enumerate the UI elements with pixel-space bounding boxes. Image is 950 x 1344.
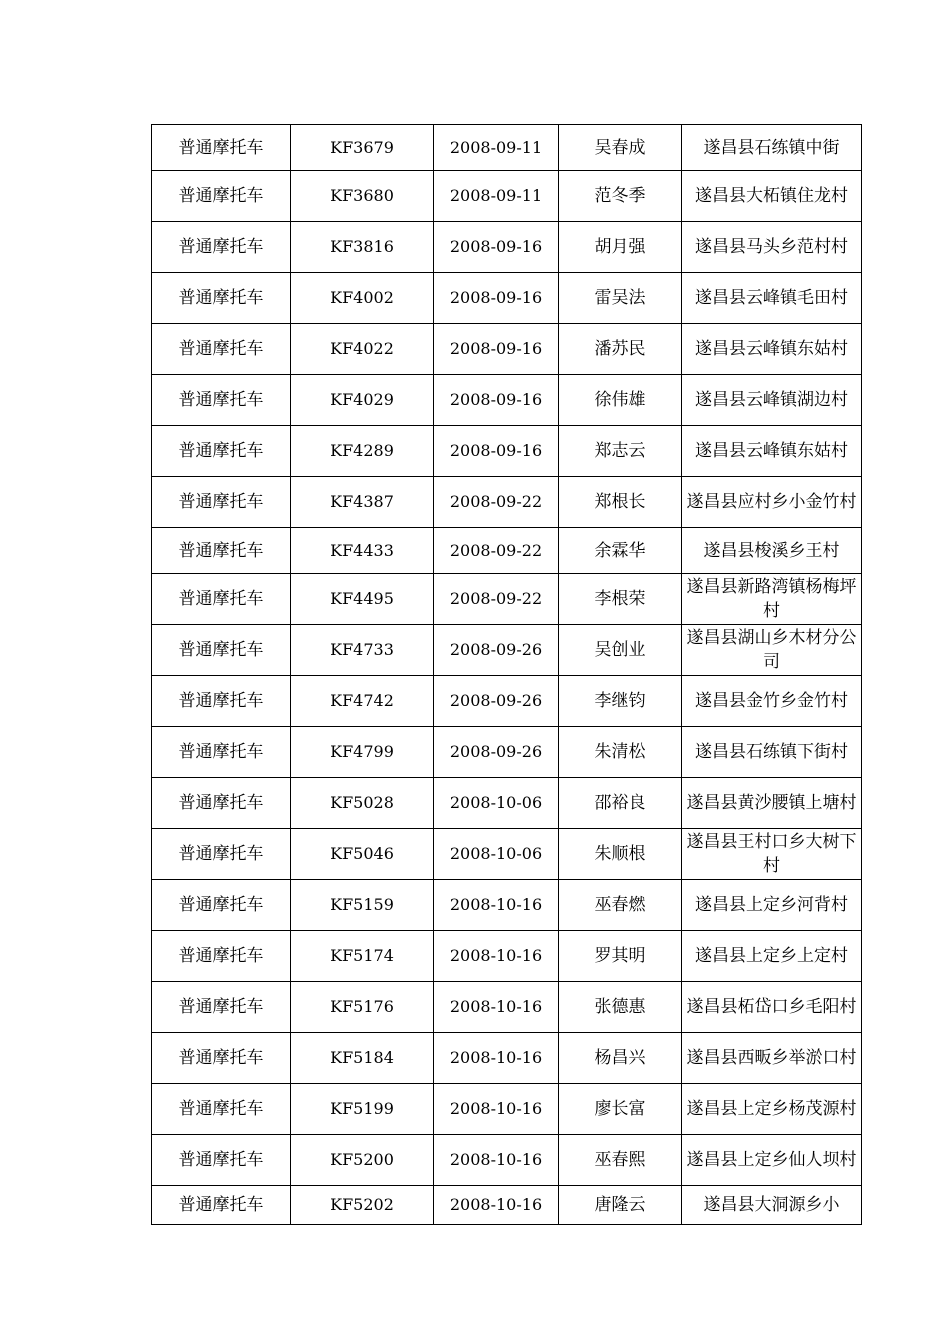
vehicle-type-cell: 普通摩托车 [152,273,291,324]
date-cell: 2008-10-06 [434,829,559,880]
address-cell: 遂昌县梭溪乡王村 [682,528,862,574]
owner-name-cell: 罗其明 [559,931,682,982]
vehicle-type-cell: 普通摩托车 [152,829,291,880]
table-row [152,676,862,727]
plate-number-cell: KF4742 [291,676,434,727]
plate-number-cell: KF4495 [291,574,434,625]
vehicle-type-cell: 普通摩托车 [152,727,291,778]
address-cell: 遂昌县湖山乡木材分公司 [682,625,862,676]
vehicle-type-cell: 普通摩托车 [152,222,291,273]
date-cell: 2008-09-16 [434,324,559,375]
plate-number-cell: KF4387 [291,477,434,528]
plate-number-cell: KF4002 [291,273,434,324]
table-row [152,1186,862,1225]
address-cell: 遂昌县西畈乡举淤口村 [682,1033,862,1084]
plate-number-cell: KF3680 [291,171,434,222]
table-row [152,1084,862,1135]
date-cell: 2008-09-22 [434,477,559,528]
vehicle-type-cell: 普通摩托车 [152,778,291,829]
date-cell: 2008-10-16 [434,1186,559,1225]
vehicle-type-cell: 普通摩托车 [152,477,291,528]
vehicle-type-cell: 普通摩托车 [152,375,291,426]
plate-number-cell: KF5184 [291,1033,434,1084]
date-cell: 2008-09-11 [434,125,559,171]
owner-name-cell: 范冬季 [559,171,682,222]
date-cell: 2008-10-16 [434,1084,559,1135]
vehicle-registration-table [151,124,862,1225]
owner-name-cell: 廖长富 [559,1084,682,1135]
vehicle-type-cell: 普通摩托车 [152,625,291,676]
owner-name-cell: 李继钧 [559,676,682,727]
address-cell: 遂昌县大柘镇住龙村 [682,171,862,222]
plate-number-cell: KF3816 [291,222,434,273]
owner-name-cell: 郑志云 [559,426,682,477]
address-cell: 遂昌县上定乡上定村 [682,931,862,982]
table-body [152,125,862,1225]
address-cell: 遂昌县上定乡杨茂源村 [682,1084,862,1135]
vehicle-type-cell: 普通摩托车 [152,880,291,931]
address-cell: 遂昌县云峰镇湖边村 [682,375,862,426]
owner-name-cell: 胡月强 [559,222,682,273]
table-row [152,778,862,829]
owner-name-cell: 余霖华 [559,528,682,574]
date-cell: 2008-09-16 [434,375,559,426]
vehicle-type-cell: 普通摩托车 [152,324,291,375]
owner-name-cell: 雷吴法 [559,273,682,324]
table-row [152,880,862,931]
vehicle-type-cell: 普通摩托车 [152,171,291,222]
table-row [152,125,862,171]
owner-name-cell: 吴创业 [559,625,682,676]
address-cell: 遂昌县金竹乡金竹村 [682,676,862,727]
vehicle-type-cell: 普通摩托车 [152,1135,291,1186]
address-cell: 遂昌县上定乡仙人坝村 [682,1135,862,1186]
vehicle-type-cell: 普通摩托车 [152,574,291,625]
address-cell: 遂昌县应村乡小金竹村 [682,477,862,528]
date-cell: 2008-09-26 [434,676,559,727]
vehicle-type-cell: 普通摩托车 [152,931,291,982]
address-cell: 遂昌县新路湾镇杨梅坪村 [682,574,862,625]
owner-name-cell: 巫春熙 [559,1135,682,1186]
address-cell: 遂昌县柘岱口乡毛阳村 [682,982,862,1033]
plate-number-cell: KF5199 [291,1084,434,1135]
table-row [152,528,862,574]
owner-name-cell: 邵裕良 [559,778,682,829]
table-row [152,273,862,324]
table-row [152,375,862,426]
address-cell: 遂昌县马头乡范村村 [682,222,862,273]
plate-number-cell: KF4733 [291,625,434,676]
table-row [152,426,862,477]
date-cell: 2008-09-16 [434,222,559,273]
plate-number-cell: KF5028 [291,778,434,829]
vehicle-type-cell: 普通摩托车 [152,125,291,171]
table-row [152,477,862,528]
date-cell: 2008-10-16 [434,931,559,982]
plate-number-cell: KF5200 [291,1135,434,1186]
owner-name-cell: 张德惠 [559,982,682,1033]
owner-name-cell: 杨昌兴 [559,1033,682,1084]
vehicle-type-cell: 普通摩托车 [152,676,291,727]
table-row [152,171,862,222]
date-cell: 2008-09-26 [434,727,559,778]
owner-name-cell: 巫春燃 [559,880,682,931]
address-cell: 遂昌县云峰镇东姑村 [682,324,862,375]
date-cell: 2008-10-16 [434,1033,559,1084]
table-row [152,1135,862,1186]
address-cell: 遂昌县石练镇中街 [682,125,862,171]
date-cell: 2008-09-16 [434,426,559,477]
plate-number-cell: KF4022 [291,324,434,375]
date-cell: 2008-09-11 [434,171,559,222]
table-row [152,931,862,982]
plate-number-cell: KF5159 [291,880,434,931]
plate-number-cell: KF5176 [291,982,434,1033]
plate-number-cell: KF5046 [291,829,434,880]
owner-name-cell: 吴春成 [559,125,682,171]
address-cell: 遂昌县黄沙腰镇上塘村 [682,778,862,829]
table-row [152,829,862,880]
address-cell: 遂昌县王村口乡大树下村 [682,829,862,880]
owner-name-cell: 唐隆云 [559,1186,682,1225]
address-cell: 遂昌县云峰镇毛田村 [682,273,862,324]
date-cell: 2008-10-06 [434,778,559,829]
plate-number-cell: KF3679 [291,125,434,171]
table-row [152,324,862,375]
owner-name-cell: 徐伟雄 [559,375,682,426]
plate-number-cell: KF5174 [291,931,434,982]
address-cell: 遂昌县石练镇下街村 [682,727,862,778]
plate-number-cell: KF4289 [291,426,434,477]
owner-name-cell: 郑根长 [559,477,682,528]
address-cell: 遂昌县上定乡河背村 [682,880,862,931]
owner-name-cell: 朱顺根 [559,829,682,880]
address-cell: 遂昌县云峰镇东姑村 [682,426,862,477]
plate-number-cell: KF5202 [291,1186,434,1225]
date-cell: 2008-09-22 [434,574,559,625]
owner-name-cell: 潘苏民 [559,324,682,375]
date-cell: 2008-10-16 [434,880,559,931]
date-cell: 2008-10-16 [434,982,559,1033]
table-row [152,982,862,1033]
vehicle-type-cell: 普通摩托车 [152,982,291,1033]
address-cell: 遂昌县大洞源乡小 [682,1186,862,1225]
owner-name-cell: 朱清松 [559,727,682,778]
plate-number-cell: KF4433 [291,528,434,574]
date-cell: 2008-09-22 [434,528,559,574]
date-cell: 2008-09-26 [434,625,559,676]
date-cell: 2008-09-16 [434,273,559,324]
vehicle-type-cell: 普通摩托车 [152,1186,291,1225]
vehicle-type-cell: 普通摩托车 [152,528,291,574]
table-row [152,1033,862,1084]
table-row [152,222,862,273]
vehicle-type-cell: 普通摩托车 [152,426,291,477]
vehicle-type-cell: 普通摩托车 [152,1084,291,1135]
plate-number-cell: KF4029 [291,375,434,426]
owner-name-cell: 李根荣 [559,574,682,625]
table-row [152,574,862,625]
plate-number-cell: KF4799 [291,727,434,778]
date-cell: 2008-10-16 [434,1135,559,1186]
table-row [152,625,862,676]
vehicle-type-cell: 普通摩托车 [152,1033,291,1084]
table-row [152,727,862,778]
